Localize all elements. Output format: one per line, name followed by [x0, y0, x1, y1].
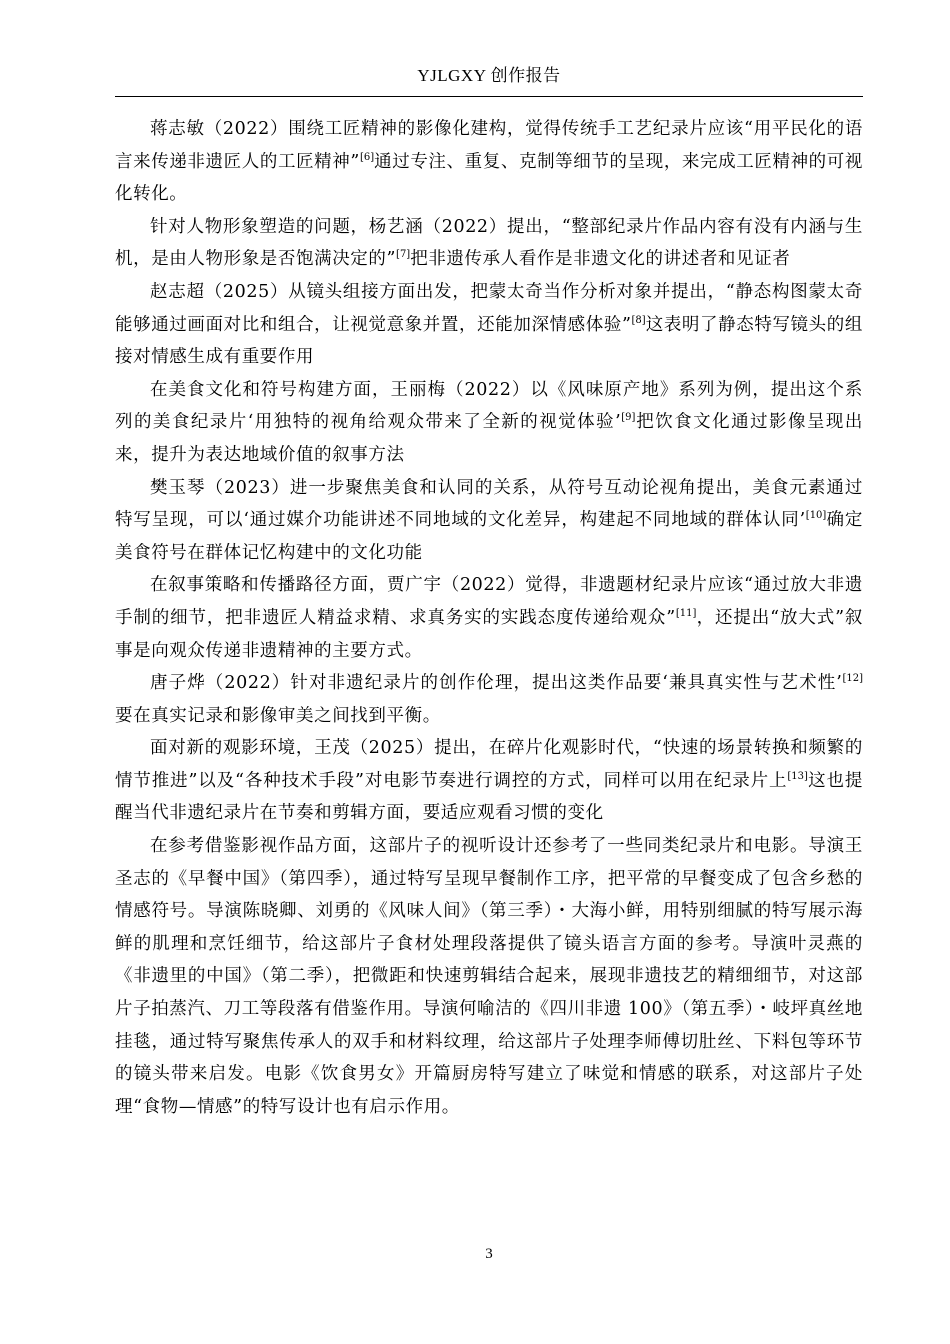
paragraph-text: 在美食文化和符号构建方面，王丽梅（2022）以《风味原产地》系列为例，提出这个系列的美食纪录片‘用独特的视角给观众带来了全新的视觉体验’: [115, 379, 863, 433]
paragraph-text: 樊玉琴（2023）进一步聚焦美食和认同的关系，从符号互动论视角提出，美食元素通过特写呈现，可以‘通过媒介功能讲述不同地域的文化差异，构建起不同地域的群体认同’: [115, 477, 863, 531]
paragraph: [115, 211, 863, 276]
citation-ref: [8]: [631, 314, 646, 326]
body-text: [115, 113, 863, 1123]
paragraph-text: 赵志超（2025）从镜头组接方面出发，把蒙太奇当作分析对象并提出，“静态构图蒙太奇能够通过画面对比和组合，让视觉意象并置，还能加深情感体验”: [115, 281, 863, 335]
page-number: 3: [485, 1246, 493, 1262]
paragraph: [115, 374, 863, 472]
citation-ref: [6]: [359, 151, 375, 163]
paragraph-text: ，还提出“放大式”叙事是向观众传递非遗精神的主要方式。: [115, 607, 863, 661]
citation-ref: [7]: [396, 249, 411, 261]
paragraph-text: 要在真实记录和影像审美之间找到平衡。: [115, 705, 441, 726]
paragraph-text: 这表明了静态特写镜头的组接对情感生成有重要作用: [115, 314, 863, 368]
citation-ref: [12]: [842, 673, 863, 685]
citation-ref: [10]: [805, 510, 827, 522]
paragraph: [115, 472, 863, 570]
paragraph: [115, 276, 863, 374]
paragraph-text: 把非遗传承人看作是非遗文化的讲述者和见证者: [410, 249, 791, 270]
paragraph-text: 这也提醒当代非遗纪录片在节奏和剪辑方面，要适应观看习惯的变化: [115, 770, 863, 824]
citation-ref: [11]: [675, 608, 697, 620]
paragraph-text: 面对新的观影环境，王茂（2025）提出，在碎片化观影时代，“快速的场景转换和频繁的情节推进”以及“各种技术手段”对电影节奏进行调控的方式，同样可以用在纪录片上: [115, 738, 863, 791]
citation-ref: [9]: [621, 412, 636, 424]
paragraph-text: 唐子烨（2022）针对非遗纪录片的创作伦理，提出这类作品要‘兼具真实性与艺术性’: [150, 673, 843, 694]
paragraph-text: 在参考借鉴影视作品方面，这部片子的视听设计还参考了一些同类纪录片和电影。导演王圣志的《早餐中国》（第四季），通过特写呈现早餐制作工序，把平常的早餐变成了包含乡愁的情感符号。导演陈晓卿、刘勇的《风味人间》（第三季）・大海小鲜，用特别细腻的特写展示海鲜的肌理和烹饪细节，给这部片子食材处理段落提供了镜头语言方面的参考。导演叶灵燕的《非遗里的中国》（第二季），把微距和快速剪辑结合起来，展现非遗技艺的精细细节，对这部片子拍蒸汽、刀工等段落有借鉴作用。导演何喻洁的《四川非遗 100》（第五季）・岐坪真丝地挂毯，通过特写聚焦传承人的双手和材料纹理，给这部片子处理李师傅切肚丝、下料包等环节的镜头带来启发。电影《饮食男女》开篇厨房特写建立了味觉和情感的联系，对这部片子处理“食物—情感”的特写设计也有启示作用。: [115, 836, 863, 1117]
paragraph-text: 通过专注、重复、克制等细节的呈现，来完成工匠精神的可视化转化。: [115, 151, 863, 205]
paragraph-text: 蒋志敏（2022）围绕工匠精神的影像化建构，觉得传统手工艺纪录片应该“用平民化的语言来传递非遗匠人的工匠精神”: [115, 119, 863, 172]
paragraph-text: 确定美食符号在群体记忆构建中的文化功能: [115, 510, 863, 563]
header-divider: [115, 96, 863, 97]
paragraph: [115, 113, 863, 211]
paragraph: [115, 667, 863, 732]
paragraph: [115, 830, 863, 1123]
paragraph-text: 针对人物形象塑造的问题，杨艺涵（2022）提出，“整部纪录片作品内容有没有内涵与生机，是由人物形象是否饱满决定的”: [115, 216, 863, 270]
paragraph-text: 在叙事策略和传播路径方面，贾广宇（2022）觉得，非遗题材纪录片应该“通过放大非遗手制的细节，把非遗匠人精益求精、求真务实的实践态度传递给观众”: [115, 575, 863, 628]
page-header: YJLGXY 创作报告: [417, 66, 561, 85]
paragraph: [115, 732, 863, 830]
paragraph-text: 把饮食文化通过影像呈现出来，提升为表达地域价值的叙事方法: [115, 412, 863, 465]
paragraph: [115, 569, 863, 667]
citation-ref: [13]: [787, 771, 808, 783]
